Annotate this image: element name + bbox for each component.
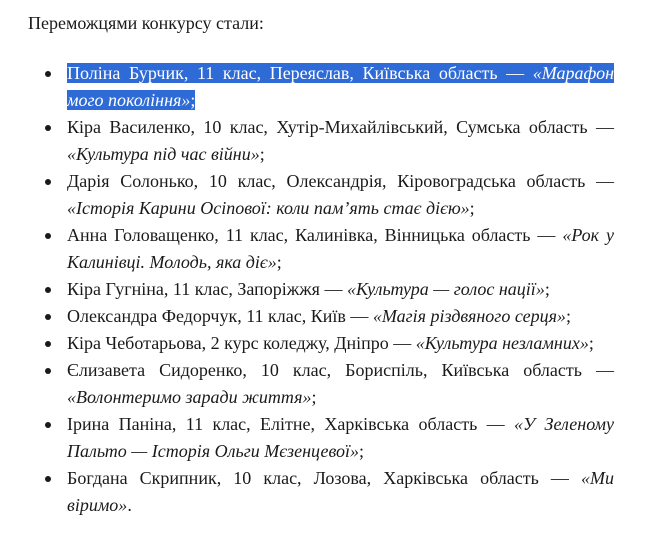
bullet-icon	[45, 314, 51, 320]
bullet-icon	[45, 368, 51, 374]
punctuation: ;	[544, 279, 550, 299]
list-item	[40, 357, 614, 411]
punctuation: ;	[565, 306, 571, 326]
winner-details: Єлизавета Сидоренко, 10 клас, Бориспіль, Київська область —	[67, 360, 614, 380]
bullet-icon	[45, 125, 51, 131]
bullet-icon	[45, 287, 51, 293]
punctuation: ;	[588, 333, 594, 353]
list-item	[40, 411, 614, 465]
list-item	[40, 222, 614, 276]
punctuation: ;	[359, 441, 365, 461]
bullet-icon	[45, 233, 51, 239]
bullet-icon	[45, 341, 51, 347]
project-title: «Ми віримо»	[67, 468, 614, 515]
punctuation: ;	[190, 90, 196, 110]
winner-details: Богдана Скрипник, 10 клас, Лозова, Харківська область —	[67, 468, 581, 488]
project-title: «Культура — голос нації»	[346, 279, 545, 299]
winner-details: Ірина Паніна, 11 клас, Елітне, Харківська область —	[67, 414, 515, 434]
intro-text: Переможцями конкурсу стали:	[28, 13, 264, 33]
winner-details: Кіра Василенко, 10 клас, Хутір-Михайлівський, Сумська область —	[67, 117, 614, 137]
punctuation: ;	[311, 387, 317, 407]
winner-details: Поліна Бурчик, 11 клас, Переяслав, Київська область —	[67, 63, 533, 83]
punctuation: ;	[276, 252, 282, 272]
winner-details: Кіра Гугніна, 11 клас, Запоріжжя —	[67, 279, 347, 299]
list-item	[40, 60, 614, 114]
project-title: «Культура під час війни»	[67, 144, 260, 164]
project-title: «У Зеленому Пальто — Історія Ольги Мєзенцевої»	[67, 414, 614, 461]
selected-text[interactable]	[67, 63, 614, 110]
list-item	[40, 114, 614, 168]
punctuation: ;	[469, 198, 475, 218]
punctuation: ;	[259, 144, 265, 164]
project-title: «Культура незламних»	[415, 333, 589, 353]
winner-details: Дарія Солонько, 10 клас, Олександрія, Кіровоградська область —	[67, 171, 614, 191]
project-title: «Історія Карини Осіпової: коли пам’ять стає дією»	[67, 198, 470, 218]
project-title: «Магія різдвяного серця»	[372, 306, 566, 326]
project-title: «Волонтеримо заради життя»	[67, 387, 312, 407]
list-item	[40, 330, 614, 357]
bullet-icon	[45, 179, 51, 185]
bullet-icon	[45, 422, 51, 428]
list-item	[40, 168, 614, 222]
winner-details: Кіра Чеботарьова, 2 курс коледжу, Дніпро —	[67, 333, 416, 353]
winners-list	[40, 60, 614, 519]
list-item	[40, 465, 614, 519]
project-title: «Марафон мого покоління»	[67, 63, 614, 110]
bullet-icon	[45, 476, 51, 482]
list-item	[40, 303, 614, 330]
punctuation: .	[127, 495, 132, 515]
project-title: «Рок у Калинівці. Молодь, яка діє»	[67, 225, 614, 272]
winner-details: Анна Головащенко, 11 клас, Калинівка, Вінницька область —	[67, 225, 563, 245]
winner-details: Олександра Федорчук, 11 клас, Київ —	[67, 306, 373, 326]
list-item	[40, 276, 614, 303]
bullet-icon	[45, 71, 51, 77]
